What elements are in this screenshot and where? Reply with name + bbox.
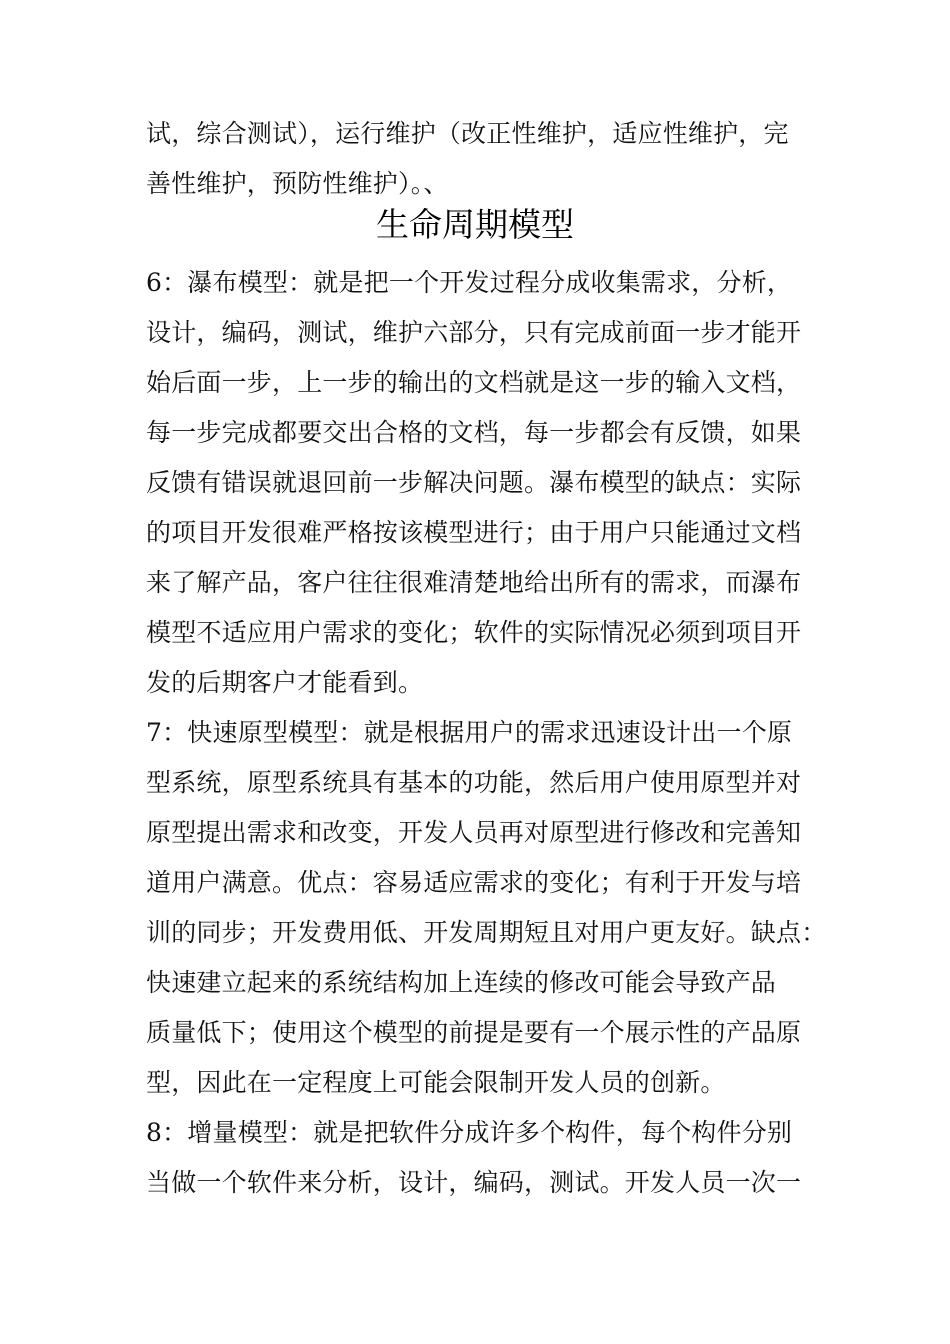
paragraph-line: 设计，编码，测试，维护六部分，只有完成前面一步才能开 — [146, 318, 802, 347]
paragraph-line: 型，因此在一定程度上可能会限制开发人员的创新。 — [146, 1068, 726, 1097]
paragraph-line: 反馈有错误就退回前一步解决问题。瀑布模型的缺点：实际 — [146, 468, 802, 497]
paragraph-line: 训的同步；开发费用低、开发周期短且对用户更友好。缺点： — [146, 918, 827, 947]
paragraph-line: 质量低下；使用这个模型的前提是要有一个展示性的产品原 — [146, 1018, 802, 1047]
intro-line: 善性维护，预防性维护）。、 — [146, 169, 449, 198]
paragraph-line: 型系统，原型系统具有基本的功能，然后用户使用原型并对 — [146, 768, 802, 797]
paragraph-line: 6：瀑布模型：就是把一个开发过程分成收集需求，分析， — [146, 268, 793, 297]
paragraph-line: 原型提出需求和改变，开发人员再对原型进行修改和完善知 — [146, 818, 802, 847]
paragraph-line: 快速建立起来的系统结构加上连续的修改可能会导致产品 — [146, 968, 777, 997]
paragraph-line: 发的后期客户才能看到。 — [146, 668, 424, 697]
paragraph-line: 8：增量模型：就是把软件分成许多个构件，每个构件分别 — [146, 1118, 793, 1147]
paragraph-line: 模型不适应用户需求的变化；软件的实际情况必须到项目开 — [146, 618, 802, 647]
paragraph-line: 7：快速原型模型：就是根据用户的需求迅速设计出一个原 — [146, 718, 793, 747]
paragraph-line: 每一步完成都要交出合格的文档，每一步都会有反馈，如果 — [146, 418, 802, 447]
intro-line: 试，综合测试），运行维护（改正性维护，适应性维护，完 — [146, 119, 789, 148]
paragraph-line: 始后面一步，上一步的输出的文档就是这一步的输入文档， — [146, 368, 802, 397]
paragraph-line: 道用户满意。优点：容易适应需求的变化；有利于开发与培 — [146, 868, 802, 897]
paragraph-line: 来了解产品，客户往往很难清楚地给出所有的需求，而瀑布 — [146, 568, 802, 597]
paragraph-line: 当做一个软件来分析，设计，编码，测试。开发人员一次一 — [146, 1168, 802, 1197]
section-title: 生命周期模型 — [376, 205, 574, 244]
paragraph-line: 的项目开发很难严格按该模型进行；由于用户只能通过文档 — [146, 518, 802, 547]
